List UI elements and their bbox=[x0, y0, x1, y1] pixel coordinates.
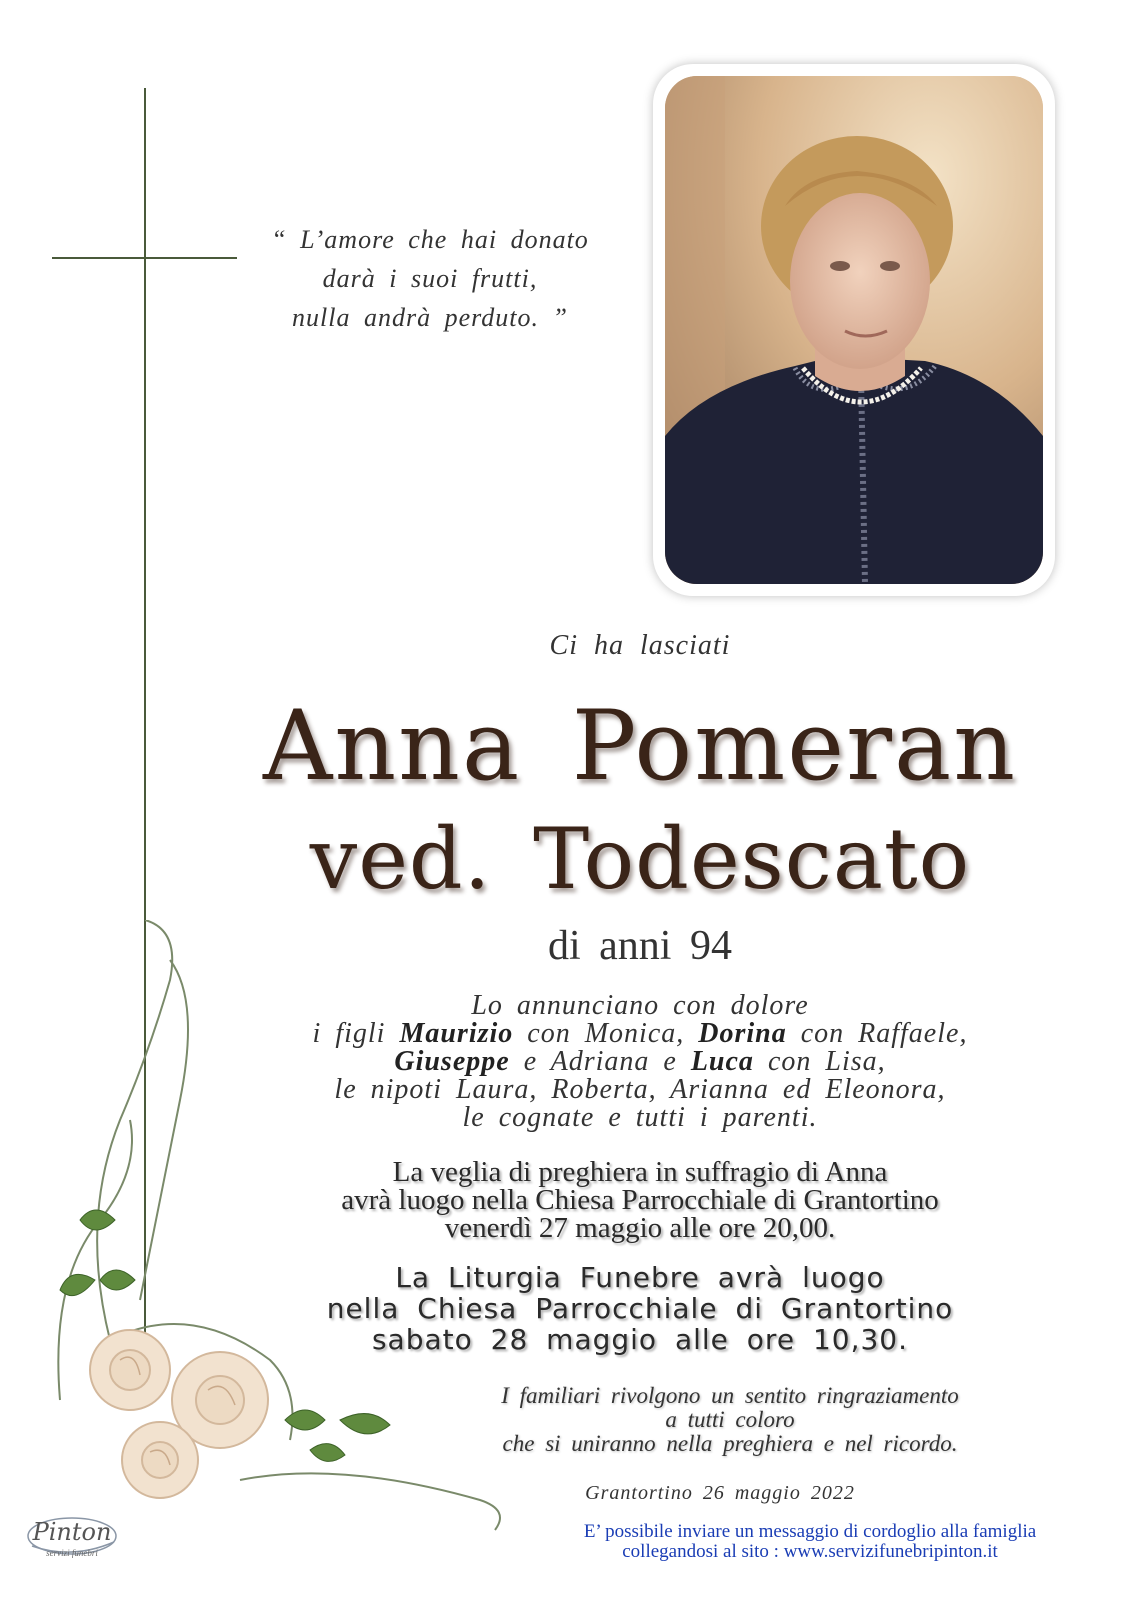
portrait-illustration bbox=[665, 76, 1043, 584]
vigil-line: avrà luogo nella Chiesa Parrocchiale di Grantortino bbox=[341, 1184, 939, 1216]
funeral-line: nella Chiesa Parrocchiale di Grantortino bbox=[326, 1292, 954, 1325]
roses-decoration-icon bbox=[40, 920, 520, 1560]
text: con Raffaele, bbox=[786, 1018, 968, 1049]
deceased-name: Anna Pomeran bbox=[262, 690, 1018, 802]
cross-horizontal bbox=[52, 257, 237, 259]
child-name: Dorina bbox=[698, 1018, 787, 1049]
logo-name: Pinton bbox=[32, 1518, 112, 1546]
vigil-line: La veglia di preghiera in suffragio di Anna bbox=[392, 1156, 888, 1188]
condolence-info bbox=[530, 1522, 1090, 1562]
portrait-frame bbox=[653, 64, 1055, 596]
quote-line: “ L’amore che hai donato bbox=[271, 225, 589, 254]
thanks-line: I familiari rivolgono un sentito ringraziamento bbox=[501, 1383, 959, 1408]
thanks-line: a tutti coloro bbox=[665, 1407, 795, 1432]
pinton-logo bbox=[22, 1510, 122, 1568]
age: di anni 94 bbox=[548, 923, 732, 969]
announcement-line: le cognate e tutti i parenti. bbox=[462, 1102, 818, 1133]
text: i figli bbox=[312, 1018, 400, 1049]
announcement-line: le nipoti Laura, Roberta, Arianna ed Eleonora, bbox=[334, 1074, 946, 1105]
portrait-photo bbox=[665, 76, 1043, 584]
quote-line: darà i suoi frutti, bbox=[322, 264, 538, 293]
logo-subtitle: servizi funebri bbox=[46, 1548, 98, 1558]
funeral-line: sabato 28 maggio alle ore 10,30. bbox=[371, 1323, 909, 1356]
child-name: Maurizio bbox=[399, 1018, 514, 1049]
intro-text: Ci ha lasciati bbox=[549, 630, 731, 661]
announcement-line: Lo annunciano con dolore bbox=[471, 990, 809, 1021]
thanks-notice bbox=[430, 1384, 1030, 1456]
text: con Lisa, bbox=[753, 1046, 886, 1077]
quote bbox=[250, 220, 610, 337]
text: con Monica, bbox=[513, 1018, 699, 1049]
condolence-link[interactable]: collegandosi al sito : www.servizifunebripinton.it bbox=[622, 1541, 998, 1562]
child-name: Giuseppe bbox=[394, 1046, 510, 1077]
thanks-line: che si uniranno nella preghiera e nel ricordo. bbox=[502, 1431, 958, 1456]
place-date: Grantortino 26 maggio 2022 bbox=[585, 1482, 855, 1504]
text: e Adriana e bbox=[509, 1046, 691, 1077]
child-name: Luca bbox=[690, 1046, 754, 1077]
condolence-line: E’ possibile inviare un messaggio di cordoglio alla famiglia bbox=[583, 1521, 1037, 1542]
funeral-line: La Liturgia Funebre avrà luogo bbox=[395, 1261, 885, 1294]
vigil-line: venerdì 27 maggio alle ore 20,00. bbox=[444, 1212, 836, 1244]
deceased-married-name: ved. Todescato bbox=[309, 810, 971, 908]
quote-line: nulla andrà perduto. ” bbox=[292, 303, 568, 332]
